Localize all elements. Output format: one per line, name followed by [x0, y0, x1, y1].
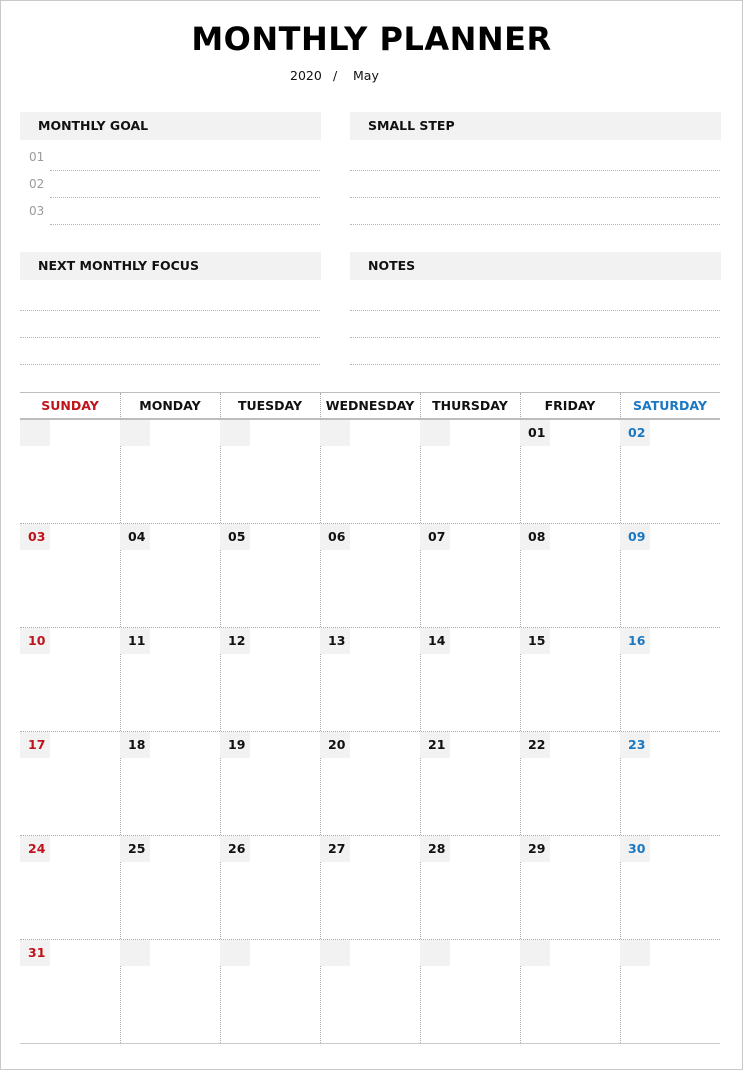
empty-day-tag — [220, 940, 250, 966]
day-number: 20 — [320, 732, 350, 758]
goal-number-02: 02 — [29, 177, 45, 191]
page-title: MONTHLY PLANNER — [191, 20, 552, 58]
day-number: 12 — [220, 628, 250, 654]
empty-day-tag — [520, 940, 550, 966]
day-number: 21 — [420, 732, 450, 758]
next-monthly-focus-header: NEXT MONTHLY FOCUS — [20, 252, 321, 280]
focus-line-2[interactable] — [20, 337, 320, 338]
day-number: 05 — [220, 524, 250, 550]
weekday-wednesday: WEDNESDAY — [325, 398, 415, 413]
step-line-3[interactable] — [350, 224, 720, 225]
day-number: 09 — [620, 524, 650, 550]
date-line — [0, 68, 743, 84]
day-number: 08 — [520, 524, 550, 550]
notes-line-1[interactable] — [350, 310, 720, 311]
goal-number-01: 01 — [29, 150, 45, 164]
day-number: 02 — [620, 420, 650, 446]
day-number: 18 — [120, 732, 150, 758]
step-line-2[interactable] — [350, 197, 720, 198]
notes-line-2[interactable] — [350, 337, 720, 338]
empty-day-tag — [620, 940, 650, 966]
weekday-saturday: SATURDAY — [633, 398, 707, 413]
goal-line-3[interactable] — [50, 224, 320, 225]
weekday-monday: MONDAY — [139, 398, 201, 413]
day-number: 06 — [320, 524, 350, 550]
day-number: 19 — [220, 732, 250, 758]
day-number: 07 — [420, 524, 450, 550]
day-number: 17 — [20, 732, 50, 758]
day-number: 13 — [320, 628, 350, 654]
empty-day-tag — [120, 420, 150, 446]
empty-day-tag — [420, 940, 450, 966]
calendar-bottom-border — [20, 1043, 720, 1044]
day-number: 28 — [420, 836, 450, 862]
weekday-tuesday: TUESDAY — [237, 398, 303, 413]
step-line-1[interactable] — [350, 170, 720, 171]
empty-day-tag — [320, 420, 350, 446]
day-number: 22 — [520, 732, 550, 758]
weekday-thursday: THURSDAY — [432, 398, 508, 413]
weekday-friday: FRIDAY — [544, 398, 596, 413]
empty-day-tag — [220, 420, 250, 446]
day-number: 30 — [620, 836, 650, 862]
empty-day-tag — [420, 420, 450, 446]
day-number: 11 — [120, 628, 150, 654]
small-step-header: SMALL STEP — [350, 112, 721, 140]
day-number: 01 — [520, 420, 550, 446]
empty-day-tag — [320, 940, 350, 966]
notes-line-3[interactable] — [350, 364, 720, 365]
month-label[interactable]: May — [353, 68, 379, 83]
day-number: 29 — [520, 836, 550, 862]
weekday-sunday: SUNDAY — [41, 398, 99, 413]
day-number: 03 — [20, 524, 50, 550]
day-number: 25 — [120, 836, 150, 862]
day-number: 31 — [20, 940, 50, 966]
day-number: 14 — [420, 628, 450, 654]
date-separator: / — [333, 68, 338, 83]
goal-line-1[interactable] — [50, 170, 320, 171]
day-number: 10 — [20, 628, 50, 654]
goal-line-2[interactable] — [50, 197, 320, 198]
empty-day-tag — [20, 420, 50, 446]
empty-day-tag — [120, 940, 150, 966]
day-number: 04 — [120, 524, 150, 550]
focus-line-3[interactable] — [20, 364, 320, 365]
notes-header: NOTES — [350, 252, 721, 280]
day-number: 23 — [620, 732, 650, 758]
day-number: 24 — [20, 836, 50, 862]
day-number: 16 — [620, 628, 650, 654]
year-label[interactable]: 2020 — [290, 68, 322, 83]
monthly-goal-header: MONTHLY GOAL — [20, 112, 321, 140]
day-number: 15 — [520, 628, 550, 654]
calendar-top-border — [20, 392, 720, 393]
focus-line-1[interactable] — [20, 310, 320, 311]
day-number: 26 — [220, 836, 250, 862]
goal-number-03: 03 — [29, 204, 45, 218]
day-number: 27 — [320, 836, 350, 862]
